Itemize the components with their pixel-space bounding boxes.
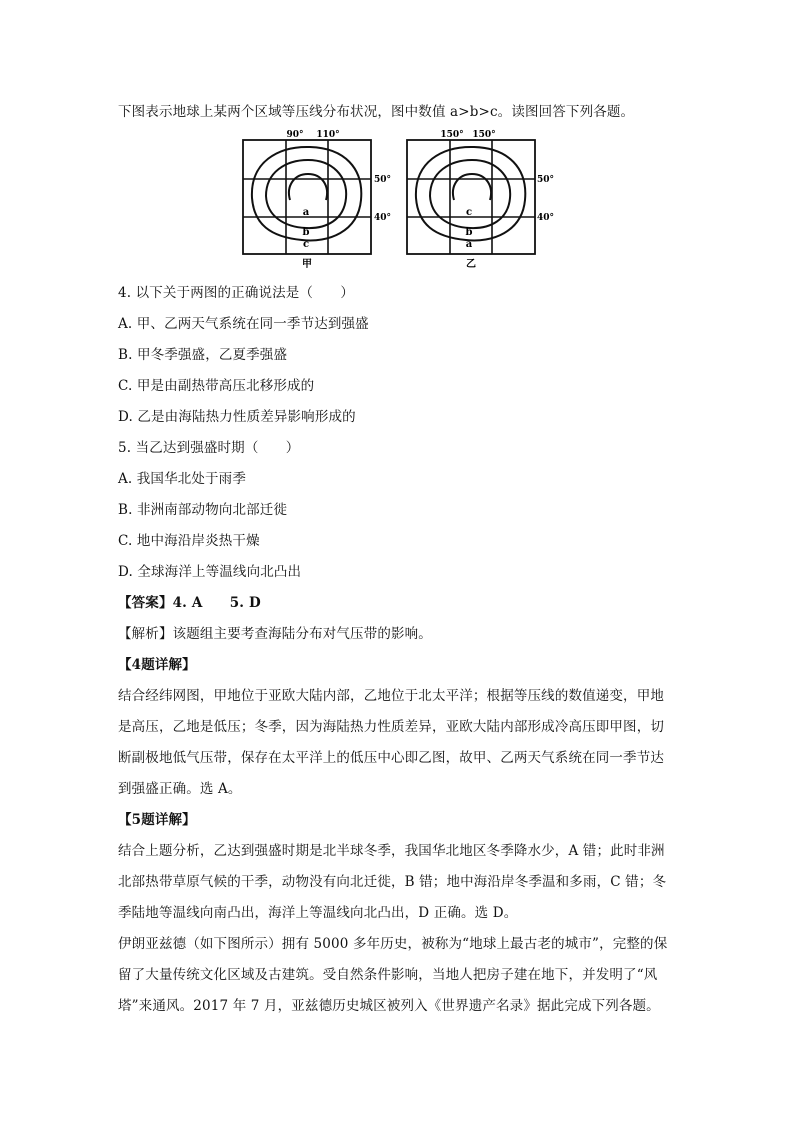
map-yi-curve-label-a: a xyxy=(465,239,473,250)
map-jia xyxy=(243,130,391,270)
q5-detail-heading: 【5题详解】 xyxy=(118,812,196,828)
q5-detail-line-1: 结合上题分析，乙达到强盛时期是北半球冬季，我国华北地区冬季降水少，A 错；此时非洲 xyxy=(118,843,665,859)
q5-option-c: C. 地中海沿岸炎热干燥 xyxy=(118,533,260,549)
q4-detail-line-3: 断副极地低气压带，保存在太平洋上的低压中心即乙图，故甲、乙两天气系统在同一季节达 xyxy=(118,750,664,766)
analysis-line: 【解析】该题组主要考查海陆分布对气压带的影响。 xyxy=(118,626,432,642)
map-jia-curve-label-b: b xyxy=(302,227,310,238)
map-jia-right-label-1: 50° xyxy=(374,175,392,185)
yazd-line-2: 留了大量传统文化区域及古建筑。受自然条件影响，当地人把房子建在地下，并发明了“风 xyxy=(118,967,658,983)
map-jia-isobar-a xyxy=(289,174,327,200)
q4-option-a: A. 甲、乙两天气系统在同一季节达到强盛 xyxy=(118,316,369,332)
isobar-figure xyxy=(240,128,560,270)
map-yi-top-label-2: 150° xyxy=(472,130,496,140)
map-jia-top-label-2: 110° xyxy=(316,130,340,140)
map-yi-top-label-1: 150° xyxy=(440,130,464,140)
map-yi-caption: 乙 xyxy=(466,259,476,270)
intro-text: 下图表示地球上某两个区域等压线分布状况，图中数值 a>b>c。读图回答下列各题。 xyxy=(118,104,635,120)
map-yi xyxy=(407,130,554,270)
q4-stem: 4. 以下关于两图的正确说法是（ ） xyxy=(118,285,355,301)
q5-detail-line-2: 北部热带草原气候的干季，动物没有向北迁徙，B 错；地中海沿岸冬季温和多雨，C 错；冬 xyxy=(118,874,667,890)
q5-option-d: D. 全球海洋上等温线向北凸出 xyxy=(118,564,302,580)
map-jia-caption: 甲 xyxy=(302,259,312,270)
map-jia-curve-label-a: a xyxy=(302,207,310,218)
answer-line: 【答案】4. A 5. D xyxy=(118,595,261,611)
q4-option-d: D. 乙是由海陆热力性质差异影响形成的 xyxy=(118,409,356,425)
q5-stem: 5. 当乙达到强盛时期（ ） xyxy=(118,440,300,456)
q5-option-b: B. 非洲南部动物向北部迁徙 xyxy=(118,502,288,518)
map-yi-isobar-c xyxy=(453,174,491,200)
q4-detail-heading: 【4题详解】 xyxy=(118,657,196,673)
q5-detail-line-3: 季陆地等温线向南凸出，海洋上等温线向北凸出，D 正确。选 D。 xyxy=(118,905,518,921)
yazd-line-1: 伊朗亚兹德（如下图所示）拥有 5000 多年历史，被称为“地球上最古老的城市”，完整的保 xyxy=(118,936,668,952)
q4-detail-line-1: 结合经纬网图，甲地位于亚欧大陆内部，乙地位于北太平洋；根据等压线的数值递变，甲地 xyxy=(118,688,664,704)
map-jia-curve-label-c: c xyxy=(302,239,310,250)
q4-detail-line-2: 是高压，乙地是低压；冬季，因为海陆热力性质差异，亚欧大陆内部形成冷高压即甲图，切 xyxy=(118,719,664,735)
q4-detail-line-4: 到强盛正确。选 A。 xyxy=(118,781,242,797)
yazd-line-3: 塔”来通风。2017 年 7 月，亚兹德历史城区被列入《世界遗产名录》据此完成下列各题。 xyxy=(118,998,660,1014)
q4-option-c: C. 甲是由副热带高压北移形成的 xyxy=(118,378,315,394)
q5-option-a: A. 我国华北处于雨季 xyxy=(118,471,246,487)
map-jia-right-label-2: 40° xyxy=(374,213,392,223)
isobar-maps-svg xyxy=(240,128,560,270)
map-yi-right-label-2: 40° xyxy=(537,213,555,223)
q4-option-b: B. 甲冬季强盛，乙夏季强盛 xyxy=(118,347,288,363)
map-jia-top-label-1: 90° xyxy=(286,130,304,140)
map-yi-curve-label-c: c xyxy=(465,207,473,218)
map-yi-curve-label-b: b xyxy=(465,227,473,238)
map-yi-right-label-1: 50° xyxy=(537,175,555,185)
